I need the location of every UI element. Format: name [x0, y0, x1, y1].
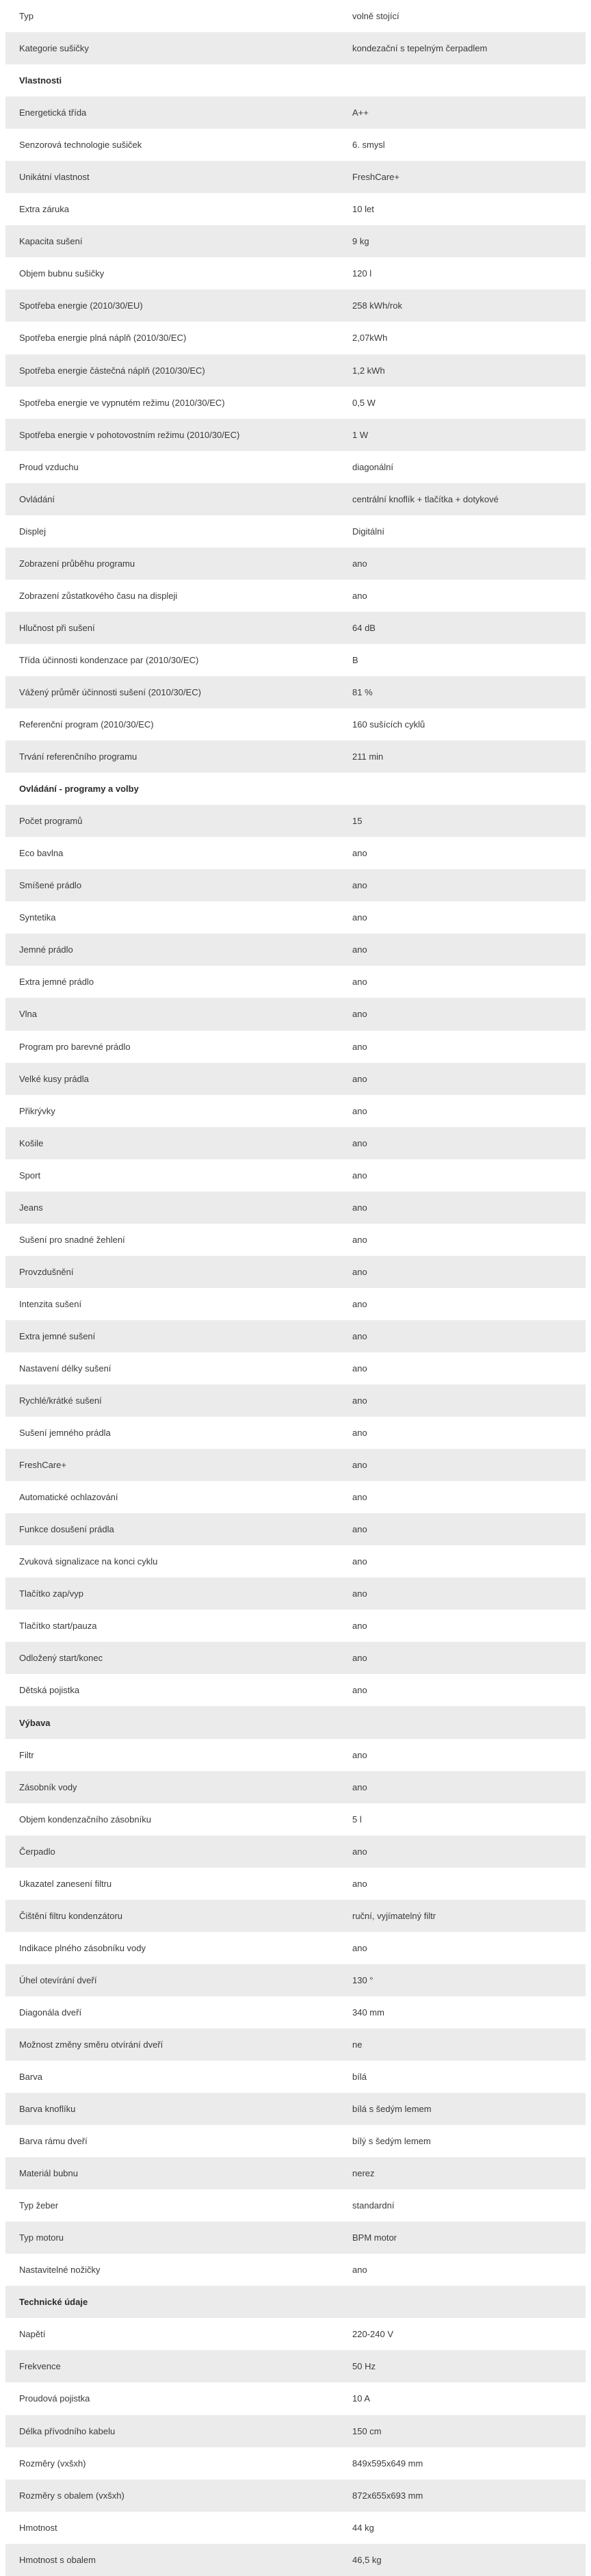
spec-label: Program pro barevné prádlo	[19, 1041, 131, 1052]
spec-label: Rychlé/krátké sušení	[19, 1395, 102, 1406]
spec-row	[5, 2318, 586, 2350]
spec-value: ano	[352, 1363, 367, 1374]
spec-label: Spotřeba energie částečná náplň (2010/30/EC)	[19, 365, 205, 376]
spec-row	[5, 2382, 586, 2414]
spec-value: 872x655x693 mm	[352, 2490, 423, 2501]
spec-label: Kategorie sušičky	[19, 43, 89, 54]
spec-value: ano	[352, 1428, 367, 1439]
spec-row	[5, 548, 586, 580]
spec-row	[5, 805, 586, 837]
spec-row	[5, 1996, 586, 2028]
spec-value: ano	[352, 1460, 367, 1471]
spec-label: Spotřeba energie ve vypnutém režimu (2010/30/EC)	[19, 397, 225, 408]
spec-label: Délka přívodního kabelu	[19, 2425, 116, 2436]
spec-value: ano	[352, 1685, 367, 1696]
spec-label: Ovládání	[19, 493, 55, 504]
spec-row	[5, 1031, 586, 1063]
spec-label: Objem kondenzačního zásobníku	[19, 1814, 151, 1825]
spec-value: ano	[352, 1137, 367, 1148]
spec-value: diagonální	[352, 461, 393, 472]
spec-row	[5, 676, 586, 708]
spec-label: Nastavení délky sušení	[19, 1363, 111, 1374]
spec-row	[5, 1288, 586, 1320]
spec-value: 1 W	[352, 429, 369, 440]
section-header-row	[5, 64, 586, 96]
spec-label: Zvuková signalizace na konci cyklu	[19, 1556, 158, 1567]
spec-label: Spotřeba energie v pohotovostním režimu (2010/30/EC)	[19, 429, 240, 440]
spec-value: ano	[352, 1202, 367, 1213]
spec-label: Zásobník vody	[19, 1781, 77, 1792]
spec-row	[5, 1417, 586, 1449]
spec-row	[5, 2512, 586, 2544]
spec-row	[5, 515, 586, 548]
spec-row	[5, 2189, 586, 2221]
spec-label: Odložený start/konec	[19, 1653, 103, 1664]
spec-value: bílý s šedým lemem	[352, 2136, 431, 2147]
spec-label: Extra jemné sušení	[19, 1330, 96, 1341]
spec-label: Hmotnost s obalem	[19, 2554, 96, 2565]
spec-label: Tlačítko start/pauza	[19, 1621, 97, 1632]
spec-value: standardní	[352, 2200, 395, 2211]
spec-row	[5, 193, 586, 225]
spec-value: 0,5 W	[352, 397, 376, 408]
spec-label: Velké kusy prádla	[19, 1073, 89, 1084]
spec-value: ano	[352, 1234, 367, 1245]
spec-label: Jeans	[19, 1202, 43, 1213]
spec-label: Filtr	[19, 1749, 34, 1760]
spec-value: ano	[352, 944, 367, 955]
spec-row	[5, 387, 586, 419]
spec-row	[5, 2221, 586, 2254]
spec-label: Barva knoflíku	[19, 2104, 76, 2115]
spec-value: 211 min	[352, 751, 384, 762]
spec-label: Unikátní vlastnost	[19, 172, 90, 183]
spec-label: Typ	[19, 11, 34, 22]
spec-label: Hlučnost při sušení	[19, 622, 95, 633]
spec-value: ano	[352, 977, 367, 988]
spec-row	[5, 257, 586, 289]
spec-label: Referenční program (2010/30/EC)	[19, 719, 154, 730]
spec-label: Diagonála dveří	[19, 2007, 82, 2018]
spec-row	[5, 355, 586, 387]
spec-value: bílá	[352, 2072, 367, 2083]
spec-value: bílá s šedým lemem	[352, 2104, 432, 2115]
section-header-row	[5, 1706, 586, 1738]
spec-label: Hmotnost	[19, 2522, 57, 2533]
spec-row	[5, 1256, 586, 1288]
spec-label: Funkce dosušení prádla	[19, 1524, 114, 1535]
spec-label: Automatické ochlazování	[19, 1492, 118, 1503]
spec-label: Třída účinnosti kondenzace par (2010/30/EC)	[19, 654, 199, 665]
spec-row	[5, 161, 586, 193]
spec-label: Dětská pojistka	[19, 1685, 80, 1696]
spec-value: ano	[352, 1105, 367, 1116]
spec-label: Zobrazení průběhu programu	[19, 558, 135, 569]
spec-row	[5, 1739, 586, 1771]
spec-label: Trvání referenčního programu	[19, 751, 137, 762]
spec-value: 15	[352, 816, 363, 827]
spec-row	[5, 1803, 586, 1836]
spec-label: Intenzita sušení	[19, 1298, 82, 1309]
spec-row	[5, 1095, 586, 1127]
spec-value: ano	[352, 1298, 367, 1309]
spec-row	[5, 129, 586, 161]
spec-label: Sport	[19, 1170, 41, 1181]
spec-label: Sušení jemného prádla	[19, 1428, 111, 1439]
section-title: Technické údaje	[19, 2297, 88, 2308]
spec-label: Sušení pro snadné žehlení	[19, 1234, 125, 1245]
spec-row	[5, 2254, 586, 2286]
spec-row	[5, 580, 586, 612]
spec-label: Možnost změny směru otvírání dveří	[19, 2039, 163, 2050]
spec-value: BPM motor	[352, 2232, 397, 2243]
spec-label: Čerpadlo	[19, 1846, 55, 1857]
spec-row	[5, 419, 586, 451]
spec-value: ano	[352, 1170, 367, 1181]
spec-value: ano	[352, 880, 367, 891]
spec-value: ano	[352, 1395, 367, 1406]
spec-label: Nastavitelné nožičky	[19, 2265, 101, 2276]
spec-value: 5 l	[352, 1814, 362, 1825]
spec-row	[5, 1192, 586, 1224]
spec-label: Indikace plného zásobníku vody	[19, 1942, 146, 1953]
section-header-row	[5, 2286, 586, 2318]
spec-row	[5, 451, 586, 483]
spec-value: ano	[352, 1009, 367, 1020]
spec-value: 10 let	[352, 204, 374, 215]
spec-row	[5, 966, 586, 998]
spec-label: Spotřeba energie (2010/30/EU)	[19, 300, 143, 311]
spec-value: 81 %	[352, 687, 373, 697]
spec-value: ano	[352, 1846, 367, 1857]
spec-label: Frekvence	[19, 2361, 61, 2372]
spec-value: ano	[352, 558, 367, 569]
spec-label: Počet programů	[19, 816, 83, 827]
spec-value: 6. smysl	[352, 140, 385, 151]
spec-label: Ukazatel zanesení filtru	[19, 1878, 112, 1889]
spec-row	[5, 2415, 586, 2447]
spec-row	[5, 2157, 586, 2189]
spec-row	[5, 837, 586, 869]
spec-value: 220-240 V	[352, 2329, 393, 2340]
spec-row	[5, 1964, 586, 1996]
spec-value: ne	[352, 2039, 363, 2050]
spec-row	[5, 1513, 586, 1545]
spec-label: Napětí	[19, 2329, 46, 2340]
spec-value: 1,2 kWh	[352, 365, 385, 376]
spec-value: 258 kWh/rok	[352, 300, 402, 311]
spec-label: Senzorová technologie sušiček	[19, 140, 142, 151]
spec-value: 120 l	[352, 268, 372, 279]
spec-label: Proud vzduchu	[19, 461, 79, 472]
spec-value: 44 kg	[352, 2522, 374, 2533]
spec-label: Typ žeber	[19, 2200, 59, 2211]
spec-label: Přikrývky	[19, 1105, 55, 1116]
spec-row	[5, 1932, 586, 1964]
spec-value: 150 cm	[352, 2425, 382, 2436]
spec-row	[5, 483, 586, 515]
spec-row	[5, 1384, 586, 1417]
spec-row	[5, 901, 586, 933]
spec-value: ano	[352, 1041, 367, 1052]
spec-row	[5, 998, 586, 1030]
spec-value: FreshCare+	[352, 172, 399, 183]
spec-value: ano	[352, 1588, 367, 1599]
spec-value: ruční, vyjímatelný filtr	[352, 1910, 436, 1921]
spec-value: 50 Hz	[352, 2361, 376, 2372]
spec-row	[5, 0, 586, 32]
spec-row	[5, 2125, 586, 2157]
section-title: Výbava	[19, 1717, 51, 1728]
spec-value: ano	[352, 1330, 367, 1341]
spec-value: 9 kg	[352, 236, 369, 247]
spec-label: Košile	[19, 1137, 44, 1148]
spec-row	[5, 1449, 586, 1481]
spec-value: ano	[352, 1942, 367, 1953]
spec-label: Energetická třída	[19, 107, 87, 118]
spec-label: Vážený průměr účinnosti sušení (2010/30/EC)	[19, 687, 201, 697]
spec-row	[5, 644, 586, 676]
spec-label: Objem bubnu sušičky	[19, 268, 105, 279]
spec-label: Syntetika	[19, 912, 56, 923]
spec-row	[5, 1481, 586, 1513]
spec-label: Jemné prádlo	[19, 944, 73, 955]
spec-value: kondezační s tepelným čerpadlem	[352, 43, 488, 54]
spec-row	[5, 1063, 586, 1095]
spec-label: Kapacita sušení	[19, 236, 83, 247]
spec-value: ano	[352, 912, 367, 923]
spec-label: Rozměry s obalem (vxšxh)	[19, 2490, 124, 2501]
spec-value: B	[352, 654, 358, 665]
spec-label: Provzdušnění	[19, 1266, 74, 1277]
spec-label: Extra záruka	[19, 204, 69, 215]
spec-label: Rozměry (vxšxh)	[19, 2458, 86, 2469]
spec-row	[5, 1868, 586, 1900]
spec-value: ano	[352, 1524, 367, 1535]
spec-value: centrální knoflík + tlačítka + dotykové	[352, 493, 499, 504]
spec-value: ano	[352, 1266, 367, 1277]
spec-label: Materiál bubnu	[19, 2168, 78, 2179]
spec-value: Digitální	[352, 526, 384, 537]
spec-label: Extra jemné prádlo	[19, 977, 94, 988]
spec-value: A++	[352, 107, 369, 118]
spec-label: Zobrazení zůstatkového času na displeji	[19, 590, 178, 601]
spec-label: Spotřeba energie plná náplň (2010/30/EC)	[19, 333, 187, 344]
spec-value: ano	[352, 848, 367, 859]
spec-label: Barva rámu dveří	[19, 2136, 88, 2147]
spec-row	[5, 2028, 586, 2061]
spec-row	[5, 1674, 586, 1706]
spec-value: 160 sušících cyklů	[352, 719, 425, 730]
spec-row	[5, 1545, 586, 1577]
spec-row	[5, 96, 586, 129]
spec-row	[5, 1577, 586, 1610]
spec-label: Smíšené prádlo	[19, 880, 82, 891]
spec-value: ano	[352, 1621, 367, 1632]
spec-value: ano	[352, 1749, 367, 1760]
spec-value: volně stojící	[352, 11, 399, 22]
spec-row	[5, 1159, 586, 1192]
section-title: Vlastnosti	[19, 75, 62, 86]
spec-row	[5, 708, 586, 740]
spec-value: ano	[352, 1556, 367, 1567]
spec-value: 130 °	[352, 1974, 373, 1985]
spec-value: 2,07kWh	[352, 333, 388, 344]
spec-row	[5, 1771, 586, 1803]
spec-row	[5, 869, 586, 901]
spec-value: 46,5 kg	[352, 2554, 382, 2565]
spec-value: 64 dB	[352, 622, 376, 633]
spec-row	[5, 2544, 586, 2576]
spec-row	[5, 1642, 586, 1674]
spec-row	[5, 1900, 586, 1932]
spec-row	[5, 1224, 586, 1256]
spec-row	[5, 2480, 586, 2512]
spec-value: ano	[352, 1878, 367, 1889]
spec-value: 849x595x649 mm	[352, 2458, 423, 2469]
spec-row	[5, 1610, 586, 1642]
spec-row	[5, 225, 586, 257]
spec-value: nerez	[352, 2168, 375, 2179]
spec-row	[5, 1320, 586, 1352]
spec-row	[5, 289, 586, 322]
spec-row	[5, 2061, 586, 2093]
spec-value: 340 mm	[352, 2007, 384, 2018]
spec-label: Proudová pojistka	[19, 2393, 90, 2404]
spec-row	[5, 933, 586, 966]
section-header-row	[5, 773, 586, 805]
spec-value: ano	[352, 590, 367, 601]
spec-row	[5, 2447, 586, 2480]
spec-label: Úhel otevírání dveří	[19, 1974, 97, 1985]
spec-label: FreshCare+	[19, 1460, 66, 1471]
spec-row	[5, 1836, 586, 1868]
spec-label: Displej	[19, 526, 47, 537]
spec-label: Eco bavlna	[19, 848, 64, 859]
spec-label: Vlna	[19, 1009, 38, 1020]
spec-row	[5, 612, 586, 644]
spec-value: ano	[352, 2265, 367, 2276]
spec-row	[5, 740, 586, 773]
spec-value: ano	[352, 1073, 367, 1084]
spec-label: Tlačítko zap/vyp	[19, 1588, 83, 1599]
section-title: Ovládání - programy a volby	[19, 784, 139, 795]
spec-label: Barva	[19, 2072, 42, 2083]
spec-row	[5, 2350, 586, 2382]
spec-row	[5, 1127, 586, 1159]
spec-row	[5, 322, 586, 354]
spec-value: 10 A	[352, 2393, 371, 2404]
spec-value: ano	[352, 1781, 367, 1792]
spec-row	[5, 32, 586, 64]
spec-label: Typ motoru	[19, 2232, 64, 2243]
spec-label: Čištění filtru kondenzátoru	[19, 1910, 123, 1921]
spec-row	[5, 2093, 586, 2125]
spec-value: ano	[352, 1492, 367, 1503]
spec-value: ano	[352, 1653, 367, 1664]
spec-table	[5, 0, 586, 2576]
spec-row	[5, 1352, 586, 1384]
